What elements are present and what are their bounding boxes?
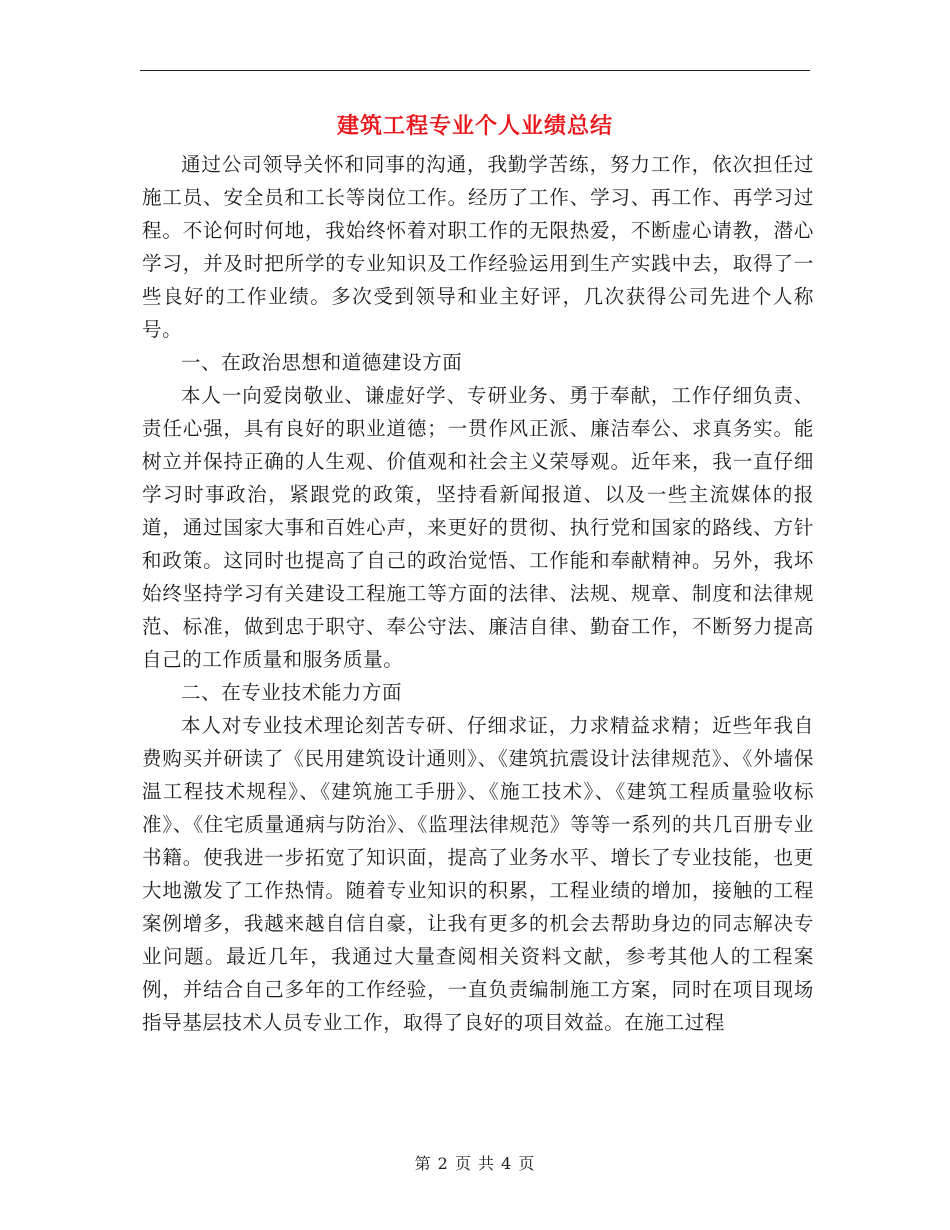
- header-rule: [140, 70, 810, 71]
- document-title: 建筑工程专业个人业绩总结: [336, 113, 613, 139]
- paragraph-political: 本人一向爱岗敬业、谦虚好学、专研业务、勇于奉献，工作仔细负责、责任心强，具有良好的职业道德；一贯作风正派、廉洁奉公、求真务实。能树立并保持正确的人生观、价值观和社会主义荣辱观。近年来，我一直仔细学习时事政治，紧跟党的政策，坚持看新闻报道、以及一些主流媒体的报道，通过国家大事和百姓心声，来更好的贯彻、执行党和国家的路线、方针和政策。这同时也提高了自己的政治觉悟、工作能和奉献精神。另外，我坏始终坚持学习有关建设工程施工等方面的法律、法规、规章、制度和法律规范、标准，做到忠于职守、奉公守法、廉洁自律、勤奋工作，不断努力提高自己的工作质量和服务质量。: [142, 384, 814, 671]
- page-number: 第 2 页 共 4 页: [414, 1154, 536, 1173]
- document-body: [142, 148, 814, 1039]
- paragraph-intro: 通过公司领导关怀和同事的沟通，我勤学苦练，努力工作，依次担任过施工员、安全员和工长等岗位工作。经历了工作、学习、再工作、再学习过程。不论何时何地，我始终怀着对职工作的无限热爱，不断虚心请教，潜心学习，并及时把所学的专业知识及工作经验运用到生产实践中去，取得了一些良好的工作业绩。多次受到领导和业主好评，几次获得公司先进个人称号。: [142, 153, 814, 341]
- section-heading-political: 一、在政治思想和道德建设方面: [181, 351, 463, 374]
- section-heading-technical: 二、在专业技术能力方面: [181, 681, 403, 704]
- paragraph-technical: 本人对专业技术理论刻苦专研、仔细求证，力求精益求精；近些年我自费购买并研读了《民用建筑设计通则》、《建筑抗震设计法律规范》、《外墙保温工程技术规程》、《建筑施工手册》、《施工技术》、《建筑工程质量验收标准》、《住宅质量通病与防治》、《监理法律规范》等等一系列的共几百册专业书籍。使我进一步拓宽了知识面，提高了业务水平、增长了专业技能，也更大地激发了工作热情。随着专业知识的积累，工程业绩的增加，接触的工程案例增多，我越来越自信自豪，让我有更多的机会去帮助身边的同志解决专业问题。最近几年，我通过大量查阅相关资料文献，参考其他人的工程案例，并结合自己多年的工作经验，一直负责编制施工方案，同时在项目现场指导基层技术人员专业工作，取得了良好的项目效益。在施工过程: [142, 714, 814, 1034]
